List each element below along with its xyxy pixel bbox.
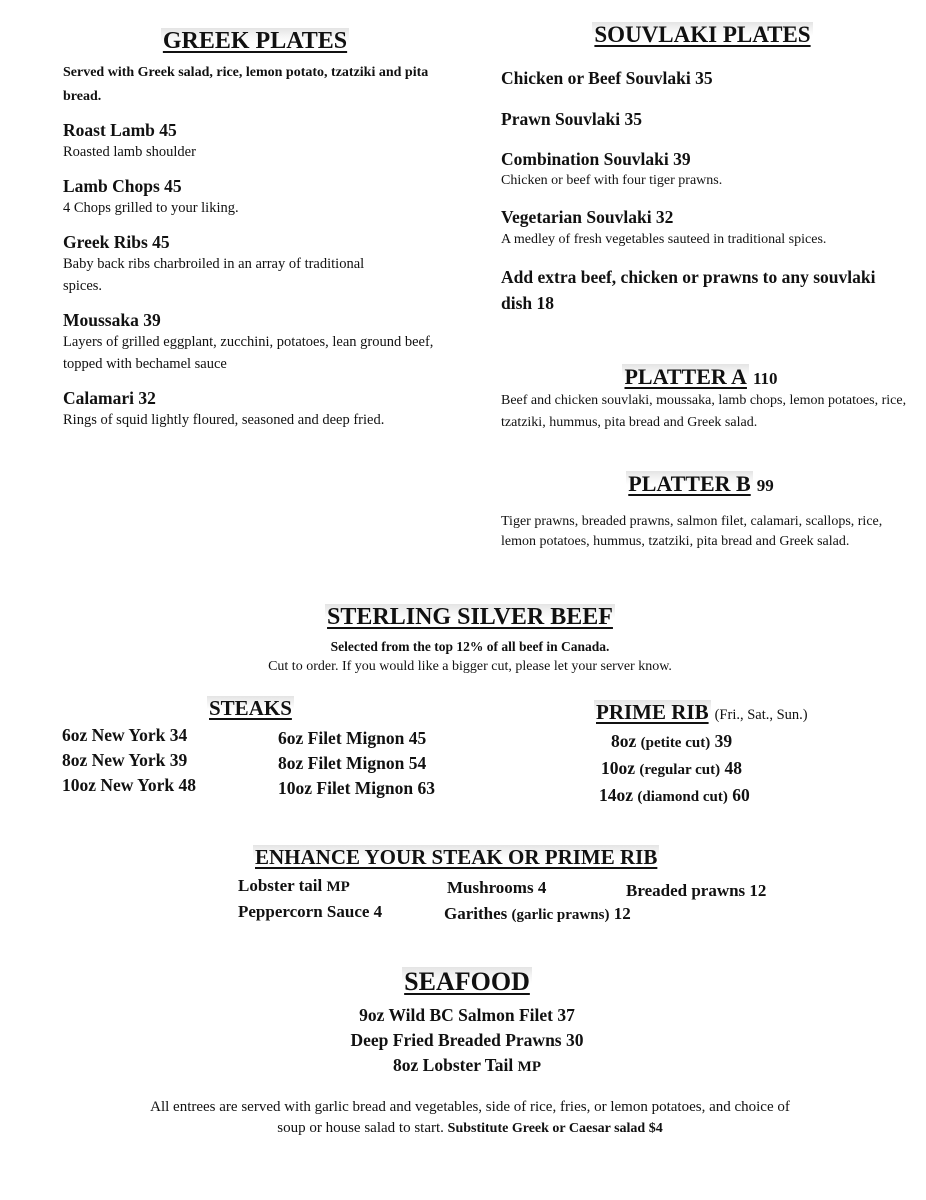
enhance-peppercorn: Peppercorn Sauce 4 [238,902,383,921]
prime-rib-days: (Fri., Sat., Sun.) [714,707,808,723]
greek-plates-title: GREEK PLATES [162,28,348,54]
steaks-title: STEAKS [209,696,292,720]
greek-plates-intro: Served with Greek salad, rice, lemon potato, tzatziki and pita bread. [63,65,429,104]
rib-size: 8oz [611,731,637,751]
rib-price: 60 [732,785,750,805]
platter-a-desc: Beef and chicken souvlaki, moussaka, lamb chops, lemon potatoes, rice, tzatziki, hummus, pita bread and Greek salad. [501,393,907,430]
item-desc: Baby back ribs charbroiled in an array of traditional spices. [63,256,365,294]
steak-item: 6oz New York 34 [62,725,188,745]
enh-note: (garlic prawns) [511,907,610,923]
enhance-title: ENHANCE YOUR STEAK OR PRIME RIB [255,845,658,869]
menu-item [63,175,453,219]
footer-line-2 [40,1118,900,1139]
enh-name: Lobster tail [238,876,323,895]
souvlaki-plates-section [501,67,906,316]
item-desc: A medley of fresh vegetables sauteed in traditional spices. [501,232,827,247]
menu-item [63,309,453,375]
filet-list [278,726,435,801]
item-name: Prawn Souvlaki 35 [501,109,642,129]
souvlaki-plates-title: SOUVLAKI PLATES [594,22,811,47]
item-name: Chicken or Beef Souvlaki 35 [501,68,713,88]
footer-line-2a: soup or house salad to start. [277,1120,444,1136]
enhance-mushrooms: Mushrooms 4 [447,878,547,897]
menu-item [501,108,906,130]
seafood-prawns: Deep Fried Breaded Prawns 30 [350,1030,584,1050]
platter-b-desc: Tiger prawns, breaded prawns, salmon filet, calamari, scallops, rice, lemon potatoes, hummus, tzatziki, pita bread and Greek salad. [501,514,883,549]
item-name: Moussaka 39 [63,310,161,330]
rib-price: 48 [724,758,742,778]
item-name: Greek Ribs 45 [63,232,170,252]
prime-rib-item [599,783,750,810]
sterling-line-1: Selected from the top 12% of all beef in Canada. [330,639,610,654]
enh-price: 12 [613,904,631,923]
rib-size: 10oz [601,758,636,778]
item-desc: 4 Chops grilled to your liking. [63,200,239,216]
enhance-garithes [444,902,631,927]
prime-rib-title: PRIME RIB [596,700,709,724]
rib-price: 39 [714,731,733,751]
rib-cut: (diamond cut) [637,789,728,805]
new-york-list [62,723,196,798]
enh-name: Garithes [444,904,508,923]
steak-item: 6oz Filet Mignon 45 [278,728,427,748]
prime-rib-item [599,756,750,783]
steak-item: 8oz New York 39 [62,750,188,770]
seafood-lobster [0,1053,926,1080]
footer-line-1: All entrees are served with garlic bread and vegetables, side of rice, fries, or lemon potatoes, and choice of [150,1099,790,1115]
item-desc: Roasted lamb shoulder [63,144,196,160]
enh-price: MP [326,879,350,895]
item-desc: Chicken or beef with four tiger prawns. [501,173,723,188]
footer-substitute: Substitute Greek or Caesar salad $4 [447,1121,663,1136]
menu-item [63,387,453,431]
prime-rib-heading [594,700,808,725]
rib-cut: (petite cut) [640,735,711,751]
seafood-lobster-name: 8oz Lobster Tail [393,1055,514,1075]
item-desc: Layers of grilled eggplant, zucchini, potatoes, lean ground beef, topped with bechamel sauce [63,334,434,372]
platter-b-title: PLATTER B [628,471,751,496]
enhance-lobster [238,874,350,899]
steak-item: 8oz Filet Mignon 54 [278,753,427,773]
menu-item [63,119,453,163]
seafood-salmon: 9oz Wild BC Salmon Filet 37 [359,1005,575,1025]
greek-plates-section [63,61,453,443]
platter-a-price: 110 [752,369,778,388]
menu-item [501,206,906,252]
prime-rib-list [599,729,750,810]
sterling-beef-title: STERLING SILVER BEEF [327,604,613,630]
menu-item [501,148,906,192]
item-name: Lamb Chops 45 [63,176,182,196]
seafood-lobster-price: MP [517,1059,541,1075]
enhance-breaded: Breaded prawns 12 [626,881,767,900]
platter-a-title: PLATTER A [624,364,747,389]
steak-item: 10oz New York 48 [62,775,196,795]
item-name: Vegetarian Souvlaki 32 [501,207,674,227]
item-desc: Rings of squid lightly floured, seasoned and deep fried. [63,412,385,428]
rib-size: 14oz [599,785,634,805]
item-name: Calamari 32 [63,388,156,408]
souvlaki-extra-note: Add extra beef, chicken or prawns to any souvlaki dish 18 [501,267,876,313]
steak-item: 10oz Filet Mignon 63 [278,778,435,798]
item-name: Roast Lamb 45 [63,120,177,140]
platter-b-heading [500,471,900,497]
sterling-line-2: Cut to order. If you would like a bigger cut, please let your server know. [268,659,672,674]
item-name: Combination Souvlaki 39 [501,149,691,169]
footer-note [40,1097,900,1139]
platter-a-heading [500,364,900,390]
menu-item [63,231,453,297]
seafood-title: SEAFOOD [404,967,530,996]
prime-rib-item [599,729,750,756]
platter-b-price: 99 [756,476,774,495]
rib-cut: (regular cut) [639,762,721,778]
menu-item [501,67,906,89]
